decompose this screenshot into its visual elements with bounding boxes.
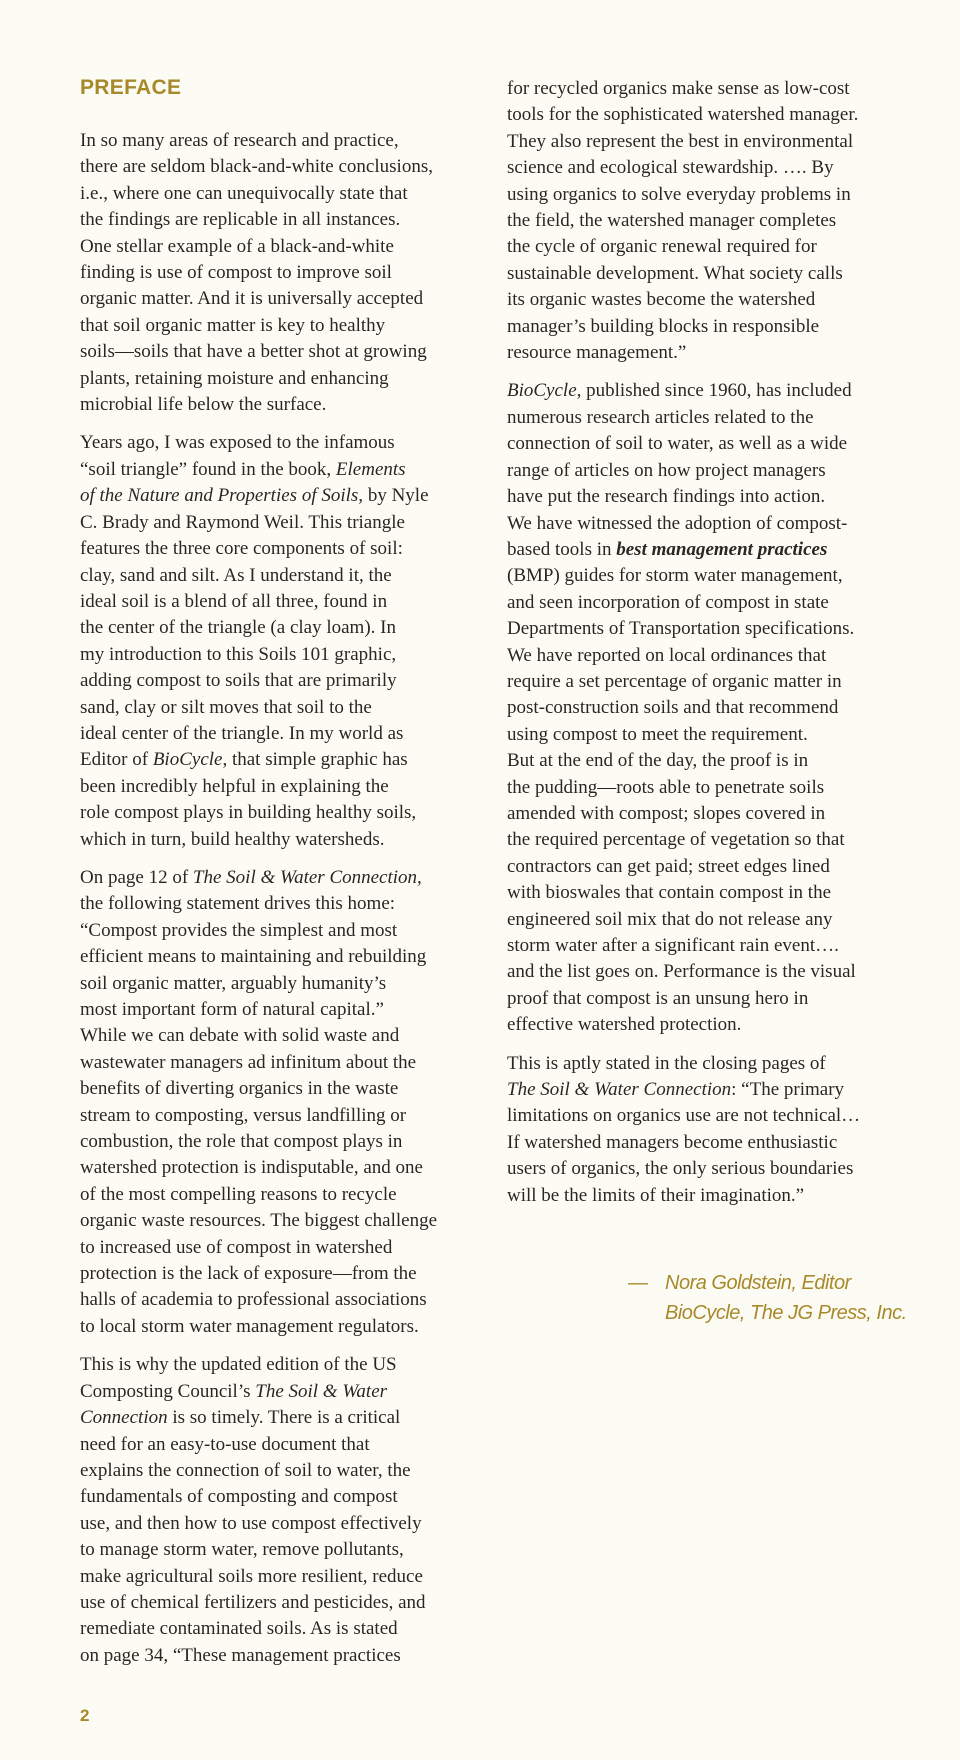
text-line: make agricultural soils more resilient, reduce (80, 1565, 423, 1587)
text-line: Connection is so timely. There is a critical (80, 1407, 401, 1429)
text-line: remediate contaminated soils. As is stated (80, 1618, 398, 1640)
text-line: to manage storm water, remove pollutants, (80, 1539, 404, 1561)
text-line: effective watershed protection. (507, 1014, 742, 1036)
text-line: Editor of BioCycle, that simple graphic has (80, 749, 408, 771)
text-line: “Compost provides the simplest and most (80, 919, 398, 941)
text-line: role compost plays in building healthy soils, (80, 802, 417, 824)
text-line: manager’s building blocks in responsible (507, 315, 820, 337)
book-title: Connection (80, 1407, 168, 1429)
text-line: my introduction to this Soils 101 graphic, (80, 643, 397, 665)
signature-dash: — (628, 1272, 648, 1294)
text-line: the center of the triangle (a clay loam). In (80, 617, 396, 639)
text-line: protection is the lack of exposure—from the (80, 1263, 417, 1285)
text-line: based tools in best management practices (507, 538, 828, 560)
text-line: the findings are replicable in all instances. (80, 209, 401, 231)
text-line: use of chemical fertilizers and pesticides, and (80, 1591, 426, 1613)
text-line: finding is use of compost to improve soil (80, 262, 392, 284)
left-column (80, 128, 476, 1681)
paragraph (80, 865, 476, 1340)
text-line: to increased use of compost in watershed (80, 1236, 393, 1258)
text-line: adding compost to soils that are primarily (80, 670, 397, 692)
text-line: use, and then how to use compost effectively (80, 1512, 422, 1534)
page-heading: PREFACE (80, 76, 182, 99)
text-line: there are seldom black-and-white conclusions, (80, 156, 433, 178)
text-line: One stellar example of a black-and-white (80, 235, 394, 257)
text-line: for recycled organics make sense as low-cost (507, 78, 850, 99)
text-line: wastewater managers ad infinitum about the (80, 1051, 417, 1073)
paragraph (507, 76, 907, 366)
text-line: and seen incorporation of compost in state (507, 591, 829, 613)
page-number: 2 (80, 1706, 90, 1725)
text-line: explains the connection of soil to water, the (80, 1459, 411, 1481)
text-line: In so many areas of research and practice, (80, 130, 399, 151)
signature-block (628, 1268, 907, 1328)
text-line: using compost to meet the requirement. (507, 723, 808, 745)
text-line: halls of academia to professional associations (80, 1289, 427, 1311)
text-line: microbial life below the surface. (80, 394, 327, 416)
text-line: most important form of natural capital.” (80, 999, 384, 1020)
text-line: ideal center of the triangle. In my world as (80, 722, 404, 744)
text-line: On page 12 of The Soil & Water Connection, (80, 866, 422, 888)
text-line: its organic wastes become the watershed (507, 289, 816, 311)
text-line: on page 34, “These management practices (80, 1644, 401, 1666)
text-line: clay, sand and silt. As I understand it, the (80, 564, 392, 586)
text-line: This is aptly stated in the closing pages of (507, 1052, 826, 1074)
text-line: Years ago, I was exposed to the infamous (80, 432, 395, 454)
paragraph (80, 128, 476, 418)
text-line: soil organic matter, arguably humanity’s (80, 972, 387, 994)
text-line: of the Nature and Properties of Soils, by Nyle (80, 485, 429, 507)
text-line: of the most compelling reasons to recycle (80, 1183, 397, 1205)
text-line: We have witnessed the adoption of compost- (507, 512, 848, 534)
text-line: to local storm water management regulators. (80, 1315, 419, 1337)
text-line: post-construction soils and that recommend (507, 697, 839, 719)
text-line: watershed protection is indisputable, and one (80, 1157, 423, 1179)
author-affiliation: BioCycle, The JG Press, Inc. (665, 1302, 907, 1324)
text-line: which in turn, build healthy watersheds. (80, 828, 385, 850)
text-line: the pudding—roots able to penetrate soils (507, 776, 825, 798)
text-line: organic matter. And it is universally accepted (80, 288, 424, 310)
text-line: i.e., where one can unequivocally state that (80, 182, 408, 204)
text-line: ideal soil is a blend of all three, found in (80, 590, 388, 612)
author-name: Nora Goldstein, Editor (665, 1272, 851, 1294)
text-line: stream to composting, versus landfilling or (80, 1104, 407, 1126)
text-line: the following statement drives this home: (80, 893, 396, 915)
text-line: (BMP) guides for storm water management, (507, 565, 843, 587)
text-line: plants, retaining moisture and enhancing (80, 367, 389, 389)
text-line: limitations on organics use are not technical… (507, 1105, 861, 1127)
text-line: the field, the watershed manager completes (507, 210, 837, 232)
text-line: the cycle of organic renewal required for (507, 236, 817, 258)
publication-name: BioCycle (507, 380, 577, 402)
text-line: “soil triangle” found in the book, Elements (80, 458, 406, 480)
text-line: will be the limits of their imagination.” (507, 1184, 805, 1206)
emphasized-term: best management practices (616, 538, 828, 560)
text-line: They also represent the best in environmental (507, 130, 854, 152)
text-line: combustion, the role that compost plays in (80, 1131, 403, 1153)
text-line: sustainable development. What society calls (507, 262, 843, 284)
text-line: While we can debate with solid waste and (80, 1025, 400, 1047)
paragraph (507, 378, 907, 1038)
text-line: Departments of Transportation specifications. (507, 618, 855, 640)
text-line: been incredibly helpful in explaining the (80, 775, 389, 797)
text-line: require a set percentage of organic matter in (507, 670, 842, 692)
text-line: proof that compost is an unsung hero in (507, 987, 809, 1009)
text-line: sand, clay or silt moves that soil to the (80, 696, 372, 718)
text-line: that soil organic matter is key to healthy (80, 314, 386, 336)
text-line: users of organics, the only serious boundaries (507, 1158, 854, 1180)
text-line: and the list goes on. Performance is the visual (507, 961, 856, 983)
text-line: If watershed managers become enthusiastic (507, 1131, 838, 1153)
text-line: C. Brady and Raymond Weil. This triangle (80, 511, 405, 533)
paragraph (80, 1352, 476, 1669)
right-column (507, 76, 907, 1221)
text-line: with bioswales that contain compost in the (507, 882, 832, 904)
text-line: The Soil & Water Connection: “The primary (507, 1079, 845, 1101)
text-line: features the three core components of soil: (80, 538, 403, 560)
paragraph (80, 430, 476, 853)
book-title: The Soil & Water Connection (507, 1079, 732, 1101)
text-line: the required percentage of vegetation so that (507, 829, 845, 851)
text-line: contractors can get paid; street edges lined (507, 855, 830, 877)
text-line: science and ecological stewardship. …. By (507, 157, 834, 179)
text-line: efficient means to maintaining and rebuilding (80, 946, 427, 968)
text-line: need for an easy-to-use document that (80, 1433, 370, 1455)
text-line: BioCycle, published since 1960, has included (507, 380, 852, 402)
text-line: storm water after a significant rain event…. (507, 935, 839, 956)
text-line: numerous research articles related to the (507, 406, 814, 428)
book-title: of the Nature and Properties of Soils, (80, 485, 364, 507)
text-line: Composting Council’s The Soil & Water (80, 1380, 388, 1402)
paragraph (507, 1051, 907, 1209)
text-line: benefits of diverting organics in the waste (80, 1078, 399, 1100)
text-line: But at the end of the day, the proof is in (507, 750, 809, 772)
publication-name: BioCycle (152, 749, 223, 771)
text-line: using organics to solve everyday problems in (507, 183, 851, 205)
text-line: tools for the sophisticated watershed manager. (507, 104, 859, 126)
text-line: have put the research findings into action. (507, 486, 826, 508)
book-title: The Soil & Water Connection, (192, 866, 422, 888)
text-line: range of articles on how project managers (507, 459, 826, 481)
text-line: fundamentals of composting and compost (80, 1486, 398, 1508)
book-title: The Soil & Water (255, 1380, 388, 1402)
text-line: organic waste resources. The biggest challenge (80, 1210, 438, 1232)
text-line: connection of soil to water, as well as a wide (507, 433, 848, 455)
text-line: soils—soils that have a better shot at growing (80, 341, 427, 363)
text-line: engineered soil mix that do not release any (507, 908, 833, 930)
text-line: amended with compost; slopes covered in (507, 802, 826, 824)
text-line: We have reported on local ordinances that (507, 644, 827, 666)
text-line: resource management.” (507, 342, 687, 364)
book-title: Elements (335, 458, 406, 480)
text-line: This is why the updated edition of the US (80, 1354, 397, 1376)
